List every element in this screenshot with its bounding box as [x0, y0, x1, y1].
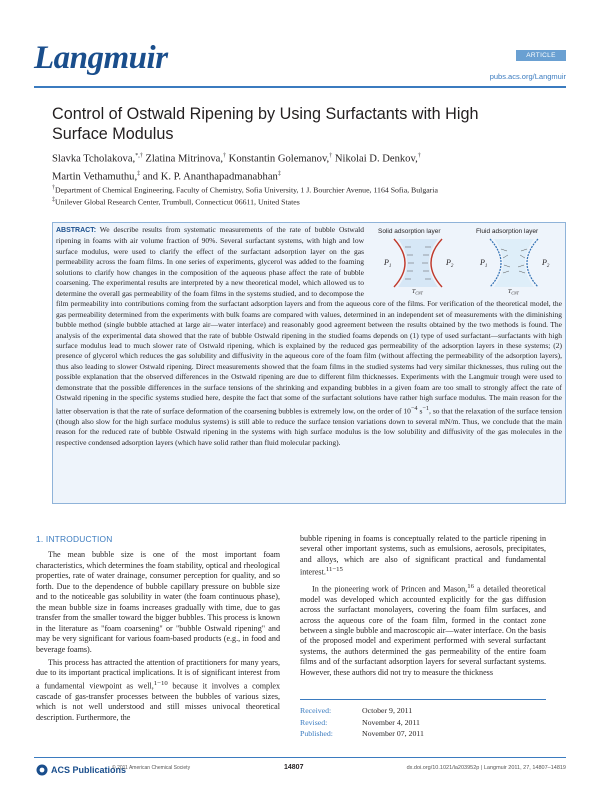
author-name: Konstantin Golemanov,	[226, 153, 330, 165]
author-name: and K. P. Ananthapadmanabhan	[140, 171, 278, 183]
toc-label-solid: Solid adsorption layer	[378, 228, 441, 235]
svg-text:P1: $P_1$	[384, 258, 392, 269]
svg-text:P1: $P_1$	[480, 258, 488, 269]
section-heading-introduction: 1. INTRODUCTION	[36, 534, 113, 544]
svg-text:P2: $P_2$	[446, 258, 454, 269]
author-affiliation-mark: *,†	[135, 153, 143, 159]
date-published: Published: November 07, 2011	[300, 729, 424, 738]
affiliation-1: †Department of Chemical Engineering, Faculty of Chemistry, Sofia University, 1 J. Bourchier Avenue, 1164 Sofia, Bulgaria	[52, 185, 438, 195]
author-name: Nikolai D. Denkov,	[332, 153, 418, 165]
article-type-badge: ARTICLE	[516, 50, 566, 61]
acs-logo-icon	[36, 764, 48, 776]
author-affiliation-mark: ‡	[277, 171, 281, 178]
column-left	[36, 534, 280, 726]
doi-citation[interactable]: dx.doi.org/10.1021/la203952p | Langmuir 2011, 27, 14807–14819	[406, 765, 566, 771]
abstract-label: ABSTRACT:	[56, 227, 97, 234]
toc-graphic	[372, 225, 562, 295]
journal-logo: Langmuir	[34, 40, 168, 76]
toc-illustration	[372, 225, 562, 295]
author-name: Martin Vethamuthu,	[52, 171, 138, 183]
intro-paragraph-4: In the pioneering work of Princen and Mason,$^{16}$ a detailed theoretical model was developed which accounted explicitly for the gas diffusion across the surfactant monolayers, covering the foam film surfaces, and across the aqueous core of the foam film, formed in the contact zone between a single bubble and macroscopic air—water interface. On the basis of the proposed model and experiment performed with several surfactant systems, the authors determined the gas permeability of the entire foam films and of the surfactant adsorption layers for several surfactant systems. However, these authors did not try to measure the thickness	[300, 582, 547, 677]
author-name: Zlatina Mitrinova,	[142, 153, 224, 165]
intro-paragraph-2: This process has attracted the attention of practitioners for many years, due to its important practical implications. It is of significant interest from a fundamental viewpoint as well,$^{1-10}$ because it involves a complex cascade of gas-transfer processes between the bubbles of various sizes, which is not well understood and still misses univocal theoretical description. Furthermore, the	[36, 657, 280, 722]
author-affiliation-mark: ‡	[137, 171, 141, 178]
author-affiliation-mark: †	[329, 153, 333, 159]
intro-paragraph-3: bubble ripening in foams is conceptually related to the particle ripening in several other important systems, such as emulsions, aerosols, precipitates, and alloys, which are also of significant practical and fundamental interest.$^{11-15}$	[300, 534, 546, 578]
intro-paragraph-1: The mean bubble size is one of the most important foam characteristics, which determines the foam stability, optical and rheological properties, rate of water drainage, consumer perception for quality, and so forth. Due to the dependence of bubble capillary pressure on bubble size and to the noticeable gas solubility in water (the foam continuous phase), the mean bubble size in foams increases gradually with time, due to gas transfer from the smaller toward the bigger bubbles. This process is known in the literature as "foam coarsening" or "bubble Ostwald ripening" and may be very significant for various foam-based products (e.g., in food and beverage foams).	[36, 550, 280, 654]
svg-text:P2: $P_2$	[542, 258, 550, 269]
copyright: © 2011 American Chemical Society	[112, 765, 191, 771]
journal-url-link[interactable]: pubs.acs.org/Langmuir	[489, 72, 566, 81]
author-affiliation-mark: †	[417, 153, 421, 159]
affiliation-2: ‡Unilever Global Research Center, Trumbull, Connecticut 06611, United States	[52, 197, 300, 207]
fluid-layer-film	[479, 239, 550, 295]
author-list	[52, 149, 552, 185]
article-title: Control of Ostwald Ripening by Using Surfactants with High Surface Modulus	[52, 105, 479, 143]
date-received: Received: October 9, 2011	[300, 706, 413, 715]
footer-rule	[34, 757, 566, 758]
svg-text:TCNT: $T_{CNT}$	[412, 289, 423, 295]
toc-label-fluid: Fluid adsorption layer	[476, 228, 539, 235]
date-revised: Revised: November 4, 2011	[300, 717, 420, 727]
publisher-logo: ACS Publications	[36, 764, 126, 776]
svg-text:TCNT: $T_{CNT}$	[508, 289, 519, 295]
author-name: Slavka Tcholakova,	[52, 153, 136, 165]
author-affiliation-mark: †	[223, 153, 227, 159]
solid-layer-film	[383, 239, 454, 295]
header-rule	[34, 86, 566, 88]
column-right	[300, 534, 546, 681]
page-number: 14807	[284, 764, 304, 771]
publication-dates	[300, 699, 546, 740]
abstract: Solid adsorption layer Fluid adsorption layer $P_1$ $P_2$ $T_{CNT}$ $P_1$ $P_2$ $T_{CNT}$ ABSTRACT: We describe results from systematic measurements of the rate of bubble Ostwald ripening in foams with air volume fraction of 90%. Several surfactant systems, with high and low surface modulus, were used to clarify the effect of the surfactant adsorption layer on the gas permeability across the foam films. In one series of experiments, glycerol was added to the foaming solutions to clarify how changes in the composition of the aqueous phase affect the rate of bubble coarsening. The experimental results are interpreted by a new theoretical model, which allowed us to determine the overall gas permeability of the foam films in the systems studied, and to decompose the film permeability into contributions coming from the surfactant adsorption layers and from the aqueous core of the films. For verification of the theoretical model, the gas permeability determined from the experiments with bulk foams are compared with values, determined in an independent set of measurements with the diminishing bubble method (single bubble attached at large air—water interface) and reasonably good agreement between the results obtained by the two methods is found. The analysis of the experimental data showed that the rate of bubble Ostwald ripening in the studied foams depends on (1) type of used surfactant—surfactants with high surface modulus lead to much slower rate of Ostwald ripening, which is explained by the reduced gas permeability of the adsorption layers in these systems; (2) presence of glycerol which reduces the gas solubility and diffusivity in the aqueous core of the foam film (without affecting the permeability of the adsorption layers), thus also leading to slower Ostwald ripening. Direct measurements showed that the foam films in the studied systems had very similar thicknesses, thus ruling out the possible explanation that the observed differences in the Ostwald ripening are due to different film thicknesses. Experiments with the Langmuir trough were used to demonstrate that the possible differences in the surface tensions of the shrinking and expanding bubbles in a given foam are too small to strongly affect the rate of Ostwald ripening in the specific systems studied here, despite the fact that some of the surfactant solutions have rather high surface modulus. The main reason for the latter observation is that the rate of surface deformation of the coarsening bubbles is extremely low, on the order of $10^{-4}$ $s^{-1}$, so that the relaxation of the surface tension (though also slow for the high surface modulus systems) is still able to reduce the surface tension variations down to several mN/m. Thus, we conclude that the main reason for the reduced rate of bubble Ostwald ripening in the systems with high surface modulus is the low solubility and diffusivity of the gas molecules in the respective condensed adsorption layers (which have solid rather than fluid molecular packing).	[56, 225, 562, 447]
